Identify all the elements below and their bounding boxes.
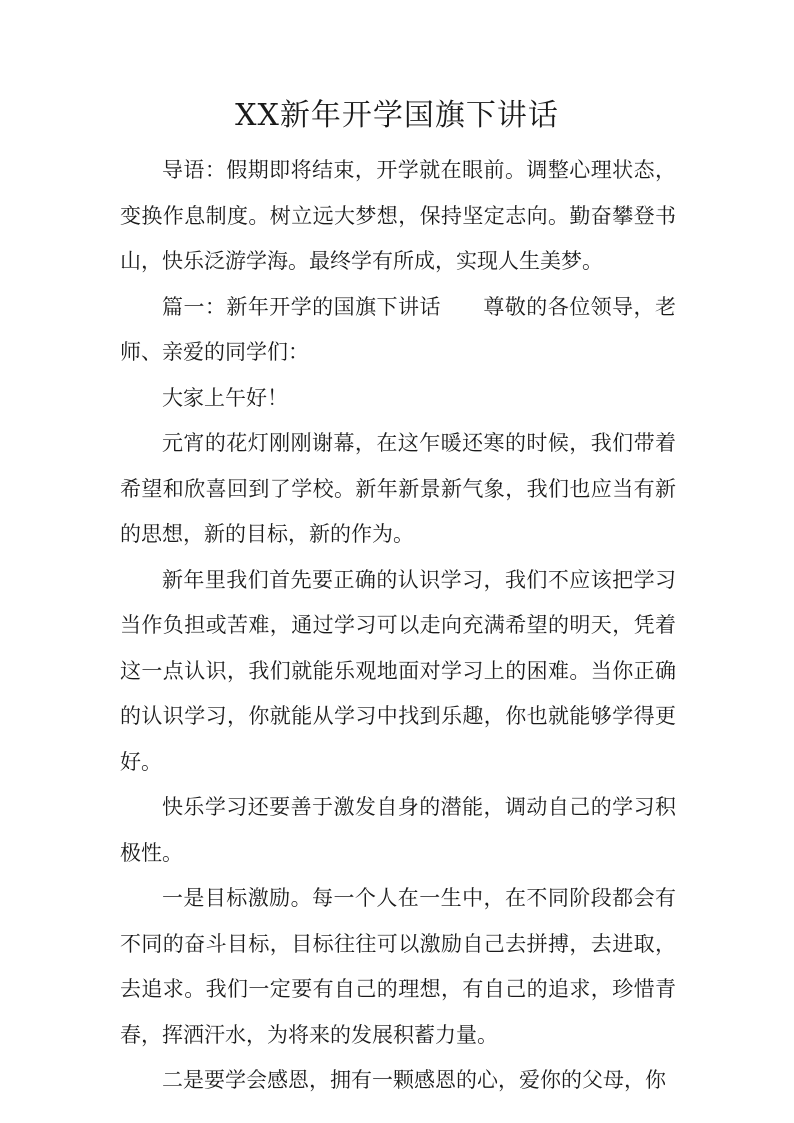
- section-heading: 篇一：新年开学的国旗下讲话: [162, 294, 441, 319]
- body-paragraph-3: 快乐学习还要善于激发自身的潜能，调动自己的学习积极性。: [120, 795, 676, 865]
- document-body: [120, 148, 676, 1104]
- greeting-paragraph: 大家上午好！: [162, 385, 288, 410]
- salutation: 尊敬的各位领导，老师、亲爱的同学们：: [120, 294, 677, 364]
- body-paragraph-1: 元宵的花灯刚刚谢幕，在这乍暖还寒的时候，我们带着希望和欣喜回到了学校。新年新景新气象，我们也应当有新的思想，新的目标，新的作为。: [120, 431, 676, 546]
- body-paragraph-5: 二是要学会感恩，拥有一颗感恩的心，爱你的父母，你: [162, 1068, 666, 1092]
- body-paragraph-4: 一是目标激励。每一个人在一生中，在不同阶段都会有不同的奋斗目标，目标往往可以激励自己去拼搏，去进取，去追求。我们一定要有自己的理想，有自己的追求，珍惜青春，挥洒汗水，为将来的发展积蓄力量。: [120, 886, 676, 1047]
- section-heading-paragraph: [120, 285, 676, 376]
- intro-paragraph: 导语：假期即将结束，开学就在眼前。调整心理状态，变换作息制度。树立远大梦想，保持坚定志向。勤奋攀登书山，快乐泛游学海。最终学有所成，实现人生美梦。: [120, 158, 676, 273]
- body-paragraph-2: 新年里我们首先要正确的认识学习，我们不应该把学习当作负担或苦难，通过学习可以走向充满希望的明天，凭着这一点认识，我们就能乐观地面对学习上的困难。当你正确的认识学习，你就能从学习中找到乐趣，你也就能够学得更好。: [120, 567, 676, 774]
- page-title: XX新年开学国旗下讲话: [235, 98, 559, 133]
